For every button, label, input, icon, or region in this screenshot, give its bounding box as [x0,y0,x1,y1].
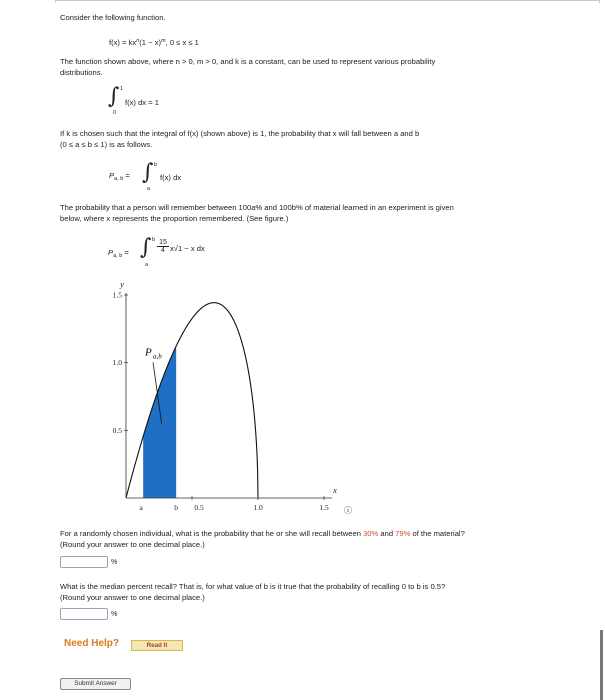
a-marker-label: a [139,503,143,512]
exponent-n: n [136,38,140,44]
function-definition [109,36,199,48]
x-axis-label: x [333,485,337,495]
function-domain: , 0 ≤ x ≤ 1 [165,38,199,47]
card-right-border [599,0,600,3]
fraction-denominator: 4 [161,247,165,254]
integral-upper-limit: 1 [120,86,124,92]
question1-high-percent: 79% [395,529,411,538]
region-label-subscript: a,b [153,352,162,361]
region-label: P [145,346,152,359]
question1-round-note: (Round your answer to one decimal place.) [60,540,205,549]
para1-line2: distributions. [60,68,103,77]
b-marker-label: b [174,503,179,512]
function-mid: (1 − x) [139,38,162,47]
probability-symbol: $P_{a, b}$ = [109,171,130,182]
integral-lower-limit: 0 [113,110,117,116]
y-tick-label: 1.0 [112,358,122,368]
integral-integrand: f(x) dx [160,173,182,182]
y-tick-label: 0.5 [112,425,122,435]
intro-text: Consider the following function. [60,13,166,22]
probability-density-chart [90,275,370,520]
x-tick-label: 1.5 [319,503,329,512]
integral-sign: ∫ [140,235,152,260]
question2-round-note: (Round your answer to one decimal place.) [60,593,205,602]
para2-line1: If k is chosen such that the integral of f(x) (shown above) is 1, the probability that x will fall between a and b [60,129,420,138]
integral-lower-limit: a [145,262,149,268]
x-tick-label: 1.0 [253,503,263,512]
integral-integrand: x√1 − x dx [170,244,205,253]
question2-unit: % [111,609,118,618]
y-tick-label: 1.5 [112,290,122,300]
question1-text: For a randomly chosen individual, what is the probability that he or she will recall between 30% and 79% of the material? [60,529,465,538]
question1-unit: % [111,557,118,566]
y-axis-label: y [120,279,124,289]
card-top-border [55,0,600,4]
read-it-button[interactable]: Read It [131,640,183,651]
question1-low-percent: 30% [363,529,379,538]
para3-line1: The probability that a person will remember between 100a% and 100b% of material learned in an experiment is given [60,203,454,212]
para1-line1: The function shown above, where n > 0, m > 0, and k is a constant, can be used to represent various probability [60,57,436,66]
probability-symbol: $P_{a, b}$ = [108,248,129,259]
exponent-m: m [161,38,166,44]
integral-lower-limit: a [147,186,151,192]
submit-answer-button[interactable]: Submit Answer [60,678,131,690]
info-icon[interactable]: ⓘ [344,506,352,515]
integral-sign: ∫ [108,84,120,109]
para2-line2: (0 ≤ a ≤ b ≤ 1) is as follows. [60,140,153,149]
fraction-15-over-4 [157,239,169,254]
question2-answer-input[interactable] [60,608,108,620]
question1-answer-input[interactable] [60,556,108,568]
function-lhs: f(x) = kx [109,38,137,47]
card-left-border [55,0,56,3]
x-tick-label: 0.5 [194,503,204,512]
integral-upper-limit: b [152,237,156,243]
need-help-label: Need Help? [64,638,120,649]
fraction-numerator: 15 [159,239,167,246]
question2-text: What is the median percent recall? That is, for what value of b is it true that the probability of recalling 0 to b is 0.5? [60,582,446,591]
integral-sign: ∫ [142,160,154,185]
scrollbar-thumb[interactable] [600,630,603,700]
para3-line2: below, where x represents the proportion remembered. (See figure.) [60,214,289,223]
integral-upper-limit: b [154,162,158,168]
integral-integrand: f(x) dx = 1 [125,98,159,107]
